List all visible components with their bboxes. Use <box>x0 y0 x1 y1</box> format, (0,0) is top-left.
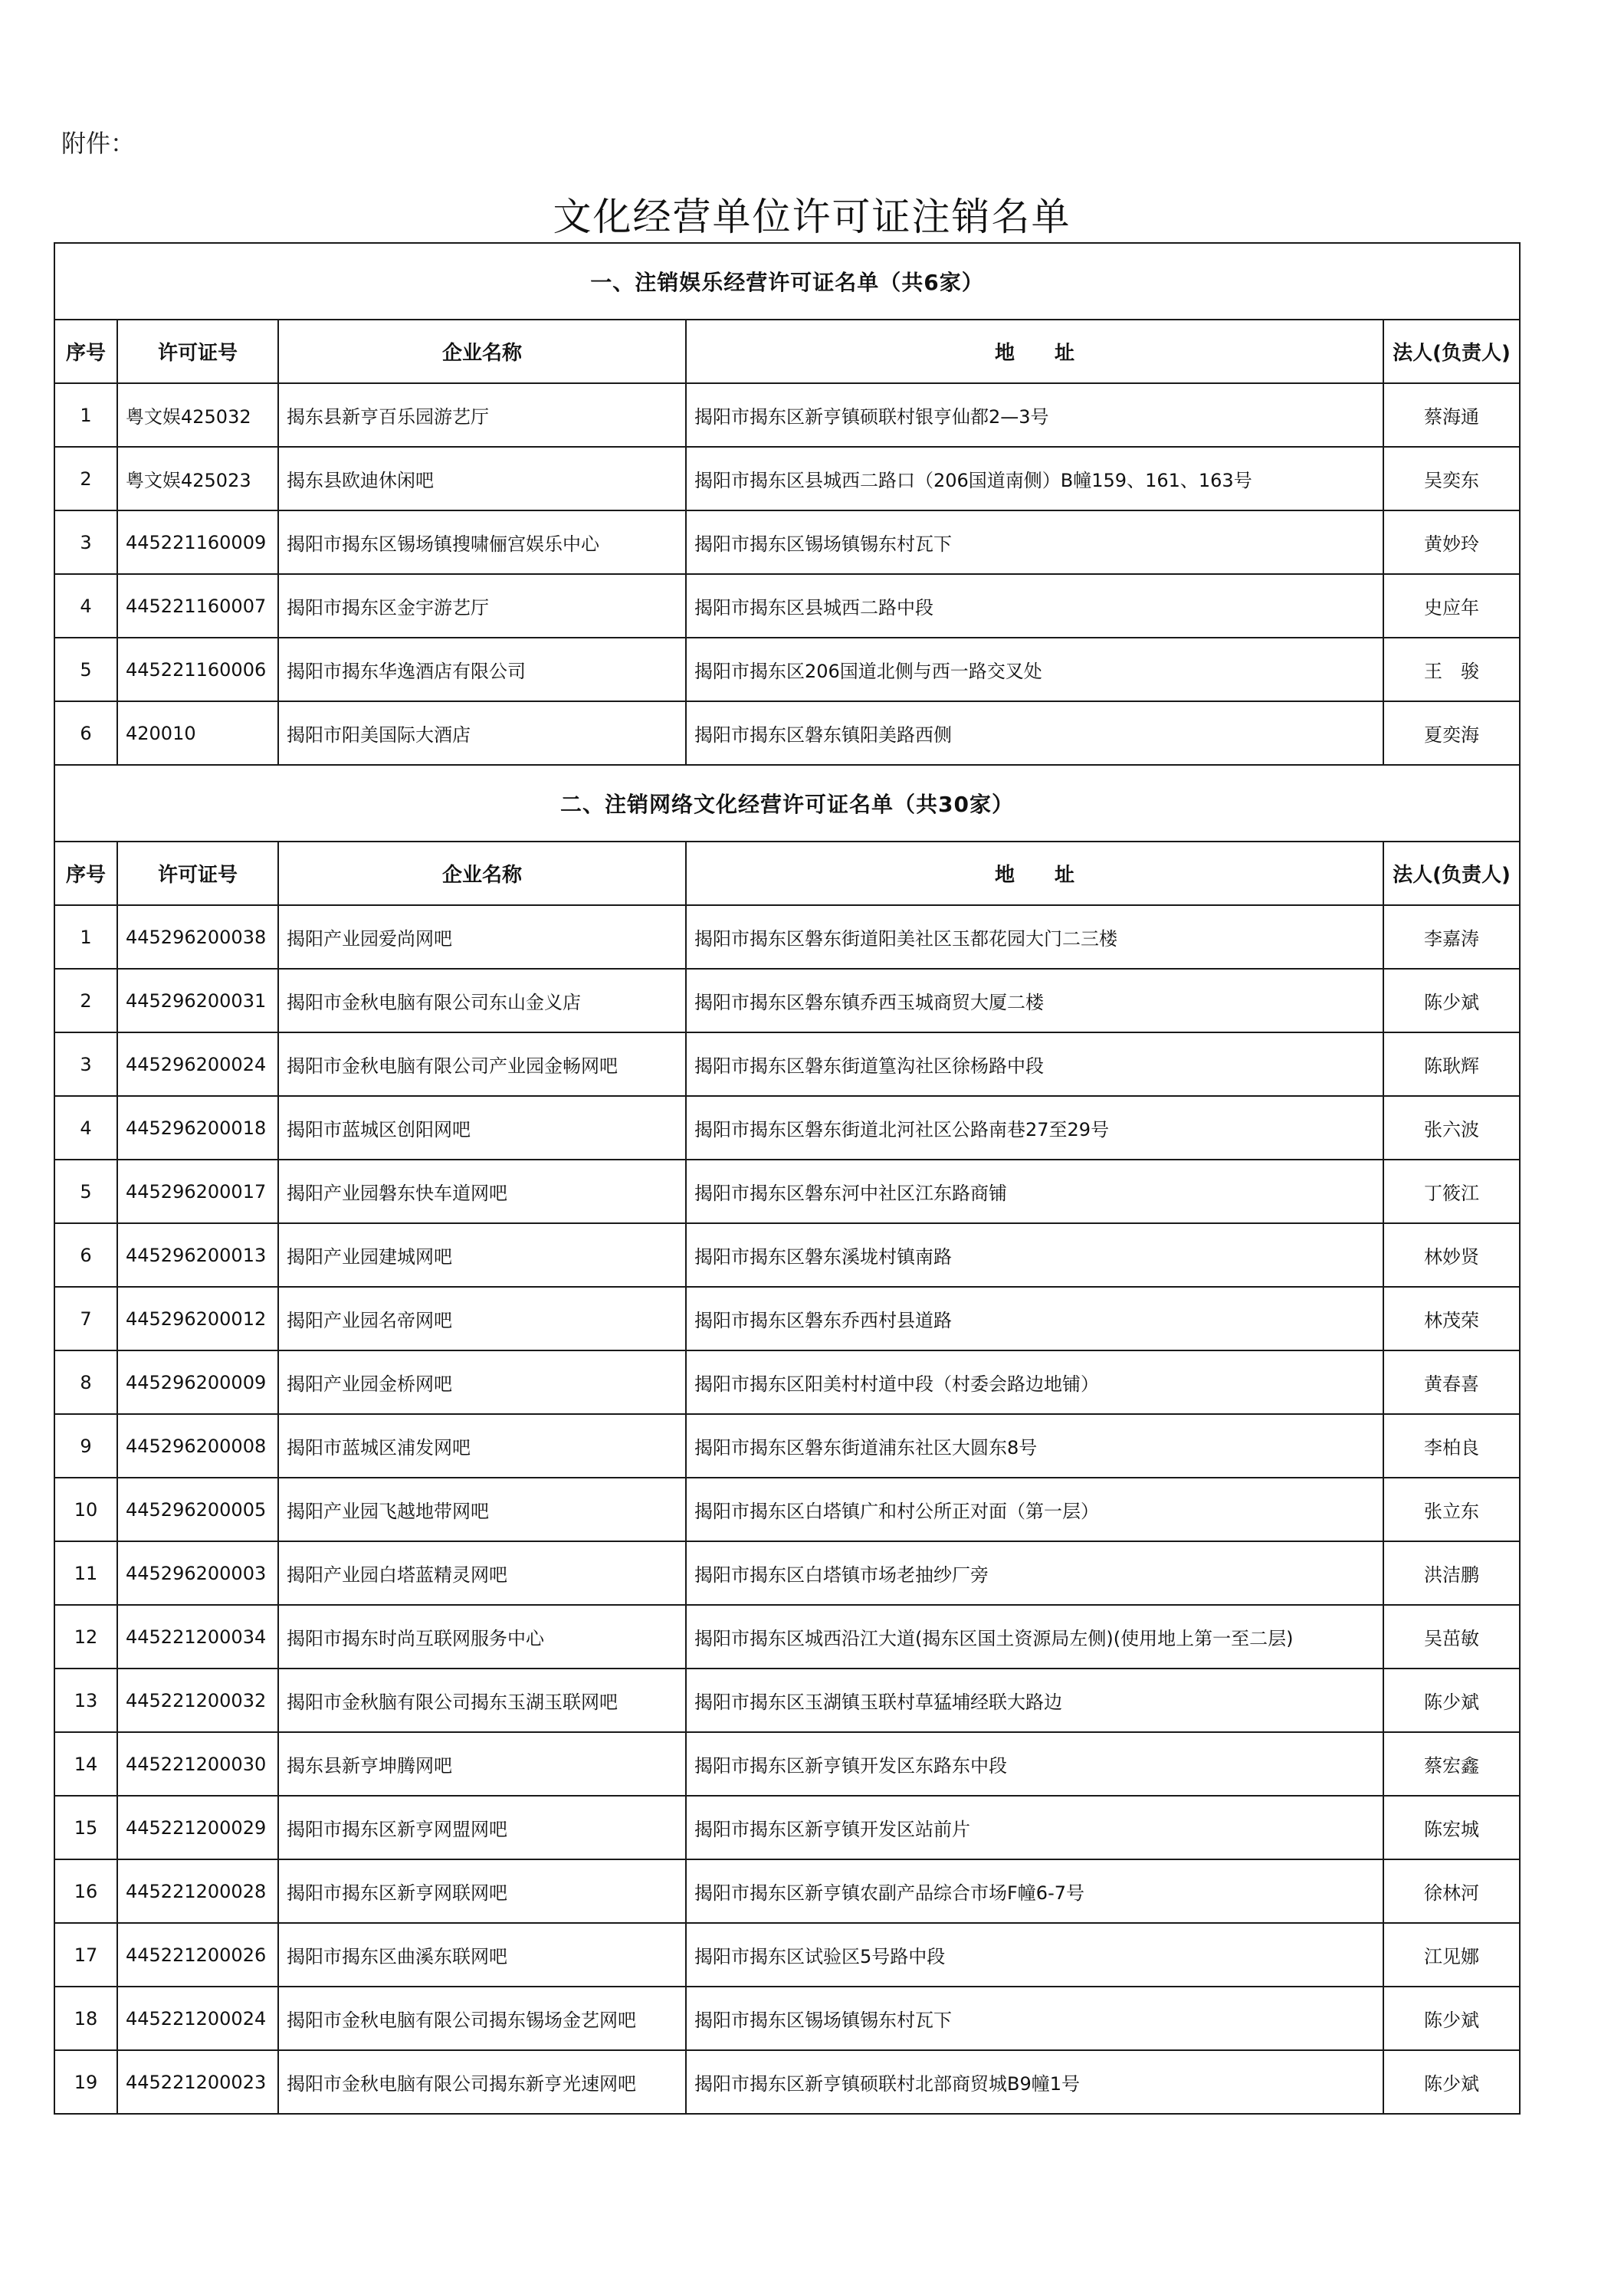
cell-index: 4 <box>54 574 117 638</box>
cell-address: 揭阳市揭东区阳美村村道中段（村委会路边地铺） <box>686 1350 1383 1414</box>
table-row <box>54 1605 1520 1669</box>
cell-license-number: 445221200034 <box>117 1605 278 1669</box>
cell-company-name: 揭阳市揭东区金宇游艺厅 <box>278 574 686 638</box>
header-address: 地 址 <box>686 842 1383 905</box>
table-row <box>54 1223 1520 1287</box>
license-cancellation-table <box>54 242 1521 2115</box>
cell-address: 揭阳市揭东区磐东河中社区江东路商铺 <box>686 1160 1383 1223</box>
cell-legal-person: 陈少斌 <box>1383 1669 1520 1732</box>
cell-address: 揭阳市揭东区新亨镇农副产品综合市场F幢6-7号 <box>686 1859 1383 1923</box>
cell-company-name: 揭阳市揭东华逸酒店有限公司 <box>278 638 686 701</box>
table-row <box>54 1732 1520 1796</box>
cell-legal-person: 张六波 <box>1383 1096 1520 1160</box>
cell-license-number: 445221200028 <box>117 1859 278 1923</box>
cell-address: 揭阳市揭东区磐东镇乔西玉城商贸大厦二楼 <box>686 969 1383 1032</box>
cell-index: 2 <box>54 447 117 510</box>
cell-license-number: 445221200032 <box>117 1669 278 1732</box>
header-person: 法人(负责人) <box>1383 320 1520 383</box>
cell-license-number: 445296200038 <box>117 905 278 969</box>
cell-address: 揭阳市揭东区白塔镇市场老抽纱厂旁 <box>686 1541 1383 1605</box>
cell-legal-person: 李柏良 <box>1383 1414 1520 1478</box>
cell-license-number: 445296200009 <box>117 1350 278 1414</box>
cell-address: 揭阳市揭东区新亨镇开发区东路东中段 <box>686 1732 1383 1796</box>
cell-license-number: 445296200005 <box>117 1478 278 1541</box>
table-row <box>54 1541 1520 1605</box>
cell-legal-person: 江见娜 <box>1383 1923 1520 1987</box>
table-row <box>54 905 1520 969</box>
header-company: 企业名称 <box>278 842 686 905</box>
cell-license-number: 445296200024 <box>117 1032 278 1096</box>
section-heading: 二、注销网络文化经营许可证名单（共30家） <box>54 765 1520 842</box>
cell-address: 揭阳市揭东区锡场镇锡东村瓦下 <box>686 510 1383 574</box>
header-company: 企业名称 <box>278 320 686 383</box>
cell-company-name: 揭东县欧迪休闲吧 <box>278 447 686 510</box>
header-index: 序号 <box>54 320 117 383</box>
section-heading: 一、注销娱乐经营许可证名单（共6家） <box>54 243 1520 320</box>
cell-company-name: 揭阳市金秋脑有限公司揭东玉湖玉联网吧 <box>278 1669 686 1732</box>
cell-license-number: 445221200024 <box>117 1987 278 2050</box>
cell-company-name: 揭阳市揭东区曲溪东联网吧 <box>278 1923 686 1987</box>
cell-address: 揭阳市揭东区磐东街道阳美社区玉都花园大门二三楼 <box>686 905 1383 969</box>
cell-license-number: 445221200023 <box>117 2050 278 2114</box>
cell-index: 10 <box>54 1478 117 1541</box>
cell-company-name: 揭东县新亨百乐园游艺厅 <box>278 383 686 447</box>
cell-license-number: 445221200029 <box>117 1796 278 1859</box>
table-row <box>54 383 1520 447</box>
header-index: 序号 <box>54 842 117 905</box>
cell-license-number: 445221160009 <box>117 510 278 574</box>
cell-license-number: 445221160006 <box>117 638 278 701</box>
cell-legal-person: 吴奕东 <box>1383 447 1520 510</box>
cell-index: 11 <box>54 1541 117 1605</box>
table-row <box>54 701 1520 765</box>
table-row <box>54 1096 1520 1160</box>
table-row <box>54 1032 1520 1096</box>
cell-company-name: 揭阳产业园名帝网吧 <box>278 1287 686 1350</box>
cell-company-name: 揭阳产业园白塔蓝精灵网吧 <box>278 1541 686 1605</box>
cell-index: 4 <box>54 1096 117 1160</box>
cell-index: 2 <box>54 969 117 1032</box>
cell-address: 揭阳市揭东区206国道北侧与西一路交叉处 <box>686 638 1383 701</box>
cell-company-name: 揭阳市金秋电脑有限公司产业园金畅网吧 <box>278 1032 686 1096</box>
cell-address: 揭阳市揭东区新亨镇开发区站前片 <box>686 1796 1383 1859</box>
cell-address: 揭阳市揭东区玉湖镇玉联村草猛埔经联大路边 <box>686 1669 1383 1732</box>
cell-index: 15 <box>54 1796 117 1859</box>
cell-address: 揭阳市揭东区磐东街道北河社区公路南巷27至29号 <box>686 1096 1383 1160</box>
cell-index: 1 <box>54 905 117 969</box>
cell-address: 揭阳市揭东区磐东街道篁沟社区徐杨路中段 <box>686 1032 1383 1096</box>
column-header-row <box>54 320 1520 383</box>
cell-company-name: 揭阳产业园飞越地带网吧 <box>278 1478 686 1541</box>
cell-index: 6 <box>54 1223 117 1287</box>
cell-license-number: 445296200017 <box>117 1160 278 1223</box>
cell-license-number: 445221200030 <box>117 1732 278 1796</box>
document-title: 文化经营单位许可证注销名单 <box>553 195 1071 239</box>
cell-legal-person: 夏奕海 <box>1383 701 1520 765</box>
cell-address: 揭阳市揭东区锡场镇锡东村瓦下 <box>686 1987 1383 2050</box>
cell-index: 8 <box>54 1350 117 1414</box>
table-row <box>54 1987 1520 2050</box>
cell-legal-person: 吴茁敏 <box>1383 1605 1520 1669</box>
cell-legal-person: 史应年 <box>1383 574 1520 638</box>
cell-company-name: 揭东县新亨坤腾网吧 <box>278 1732 686 1796</box>
cell-index: 7 <box>54 1287 117 1350</box>
cell-index: 1 <box>54 383 117 447</box>
cell-index: 12 <box>54 1605 117 1669</box>
table-row <box>54 638 1520 701</box>
cell-company-name: 揭阳市揭东区新亨网盟网吧 <box>278 1796 686 1859</box>
cell-legal-person: 张立东 <box>1383 1478 1520 1541</box>
cell-legal-person: 黄春喜 <box>1383 1350 1520 1414</box>
cell-address: 揭阳市揭东区磐东乔西村县道路 <box>686 1287 1383 1350</box>
cell-index: 3 <box>54 510 117 574</box>
cell-index: 17 <box>54 1923 117 1987</box>
table-body <box>54 243 1520 2114</box>
table-row <box>54 510 1520 574</box>
cell-address: 揭阳市揭东区新亨镇硕联村北部商贸城B9幢1号 <box>686 2050 1383 2114</box>
cell-address: 揭阳市揭东区城西沿江大道(揭东区国土资源局左侧)(使用地上第一至二层) <box>686 1605 1383 1669</box>
cell-license-number: 445221200026 <box>117 1923 278 1987</box>
cell-address: 揭阳市揭东区试验区5号路中段 <box>686 1923 1383 1987</box>
cell-company-name: 揭阳市蓝城区浦发网吧 <box>278 1414 686 1478</box>
cell-company-name: 揭阳市阳美国际大酒店 <box>278 701 686 765</box>
cell-license-number: 445296200003 <box>117 1541 278 1605</box>
cell-license-number: 粤文娱425023 <box>117 447 278 510</box>
cell-legal-person: 王 骏 <box>1383 638 1520 701</box>
cell-company-name: 揭阳产业园建城网吧 <box>278 1223 686 1287</box>
section-heading-row <box>54 243 1520 320</box>
cell-legal-person: 蔡海通 <box>1383 383 1520 447</box>
table-row <box>54 1796 1520 1859</box>
cell-index: 14 <box>54 1732 117 1796</box>
cell-license-number: 420010 <box>117 701 278 765</box>
table-row <box>54 1859 1520 1923</box>
cell-company-name: 揭阳市揭东区锡场镇搜啸俪宫娱乐中心 <box>278 510 686 574</box>
table-row <box>54 1923 1520 1987</box>
column-header-row <box>54 842 1520 905</box>
table-row <box>54 1287 1520 1350</box>
cell-legal-person: 陈耿辉 <box>1383 1032 1520 1096</box>
cell-index: 6 <box>54 701 117 765</box>
cell-company-name: 揭阳产业园爱尚网吧 <box>278 905 686 969</box>
cell-legal-person: 洪洁鹏 <box>1383 1541 1520 1605</box>
cell-license-number: 445296200018 <box>117 1096 278 1160</box>
cell-legal-person: 林茂荣 <box>1383 1287 1520 1350</box>
table-row <box>54 1478 1520 1541</box>
cell-address: 揭阳市揭东区县城西二路中段 <box>686 574 1383 638</box>
cell-license-number: 粤文娱425032 <box>117 383 278 447</box>
cell-index: 5 <box>54 638 117 701</box>
cell-license-number: 445296200008 <box>117 1414 278 1478</box>
cell-license-number: 445296200031 <box>117 969 278 1032</box>
cell-address: 揭阳市揭东区磐东镇阳美路西侧 <box>686 701 1383 765</box>
table-row <box>54 969 1520 1032</box>
cell-legal-person: 蔡宏鑫 <box>1383 1732 1520 1796</box>
section-heading-row <box>54 765 1520 842</box>
table-row <box>54 1160 1520 1223</box>
cell-legal-person: 陈少斌 <box>1383 2050 1520 2114</box>
cell-legal-person: 陈宏城 <box>1383 1796 1520 1859</box>
cell-company-name: 揭阳市揭东区新亨网联网吧 <box>278 1859 686 1923</box>
cell-index: 13 <box>54 1669 117 1732</box>
cell-index: 18 <box>54 1987 117 2050</box>
cell-address: 揭阳市揭东区磐东溪垅村镇南路 <box>686 1223 1383 1287</box>
table-row <box>54 447 1520 510</box>
table-row <box>54 1414 1520 1478</box>
cell-company-name: 揭阳市金秋电脑有限公司东山金义店 <box>278 969 686 1032</box>
cell-company-name: 揭阳市金秋电脑有限公司揭东锡场金艺网吧 <box>278 1987 686 2050</box>
cell-license-number: 445296200013 <box>117 1223 278 1287</box>
cell-legal-person: 李嘉涛 <box>1383 905 1520 969</box>
header-license: 许可证号 <box>117 320 278 383</box>
cell-license-number: 445296200012 <box>117 1287 278 1350</box>
attachment-label: 附件： <box>61 129 136 158</box>
cell-license-number: 445221160007 <box>117 574 278 638</box>
header-person: 法人(负责人) <box>1383 842 1520 905</box>
table-row <box>54 1669 1520 1732</box>
table-row <box>54 1350 1520 1414</box>
cell-legal-person: 徐林河 <box>1383 1859 1520 1923</box>
header-address: 地 址 <box>686 320 1383 383</box>
cell-company-name: 揭阳产业园金桥网吧 <box>278 1350 686 1414</box>
cell-index: 19 <box>54 2050 117 2114</box>
cell-address: 揭阳市揭东区县城西二路口（206国道南侧）B幢159、161、163号 <box>686 447 1383 510</box>
cell-legal-person: 林妙贤 <box>1383 1223 1520 1287</box>
table-row <box>54 574 1520 638</box>
table-row <box>54 2050 1520 2114</box>
cell-index: 16 <box>54 1859 117 1923</box>
cell-legal-person: 丁筱江 <box>1383 1160 1520 1223</box>
cell-index: 3 <box>54 1032 117 1096</box>
cell-legal-person: 黄妙玲 <box>1383 510 1520 574</box>
cell-address: 揭阳市揭东区磐东街道浦东社区大圆东8号 <box>686 1414 1383 1478</box>
cell-company-name: 揭阳市揭东时尚互联网服务中心 <box>278 1605 686 1669</box>
cell-address: 揭阳市揭东区新亨镇硕联村银亨仙都2—3号 <box>686 383 1383 447</box>
cell-company-name: 揭阳市蓝城区创阳网吧 <box>278 1096 686 1160</box>
header-license: 许可证号 <box>117 842 278 905</box>
cell-company-name: 揭阳市金秋电脑有限公司揭东新亨光速网吧 <box>278 2050 686 2114</box>
cell-index: 9 <box>54 1414 117 1478</box>
cell-legal-person: 陈少斌 <box>1383 1987 1520 2050</box>
cell-legal-person: 陈少斌 <box>1383 969 1520 1032</box>
cell-company-name: 揭阳产业园磐东快车道网吧 <box>278 1160 686 1223</box>
cell-index: 5 <box>54 1160 117 1223</box>
cell-address: 揭阳市揭东区白塔镇广和村公所正对面（第一层） <box>686 1478 1383 1541</box>
